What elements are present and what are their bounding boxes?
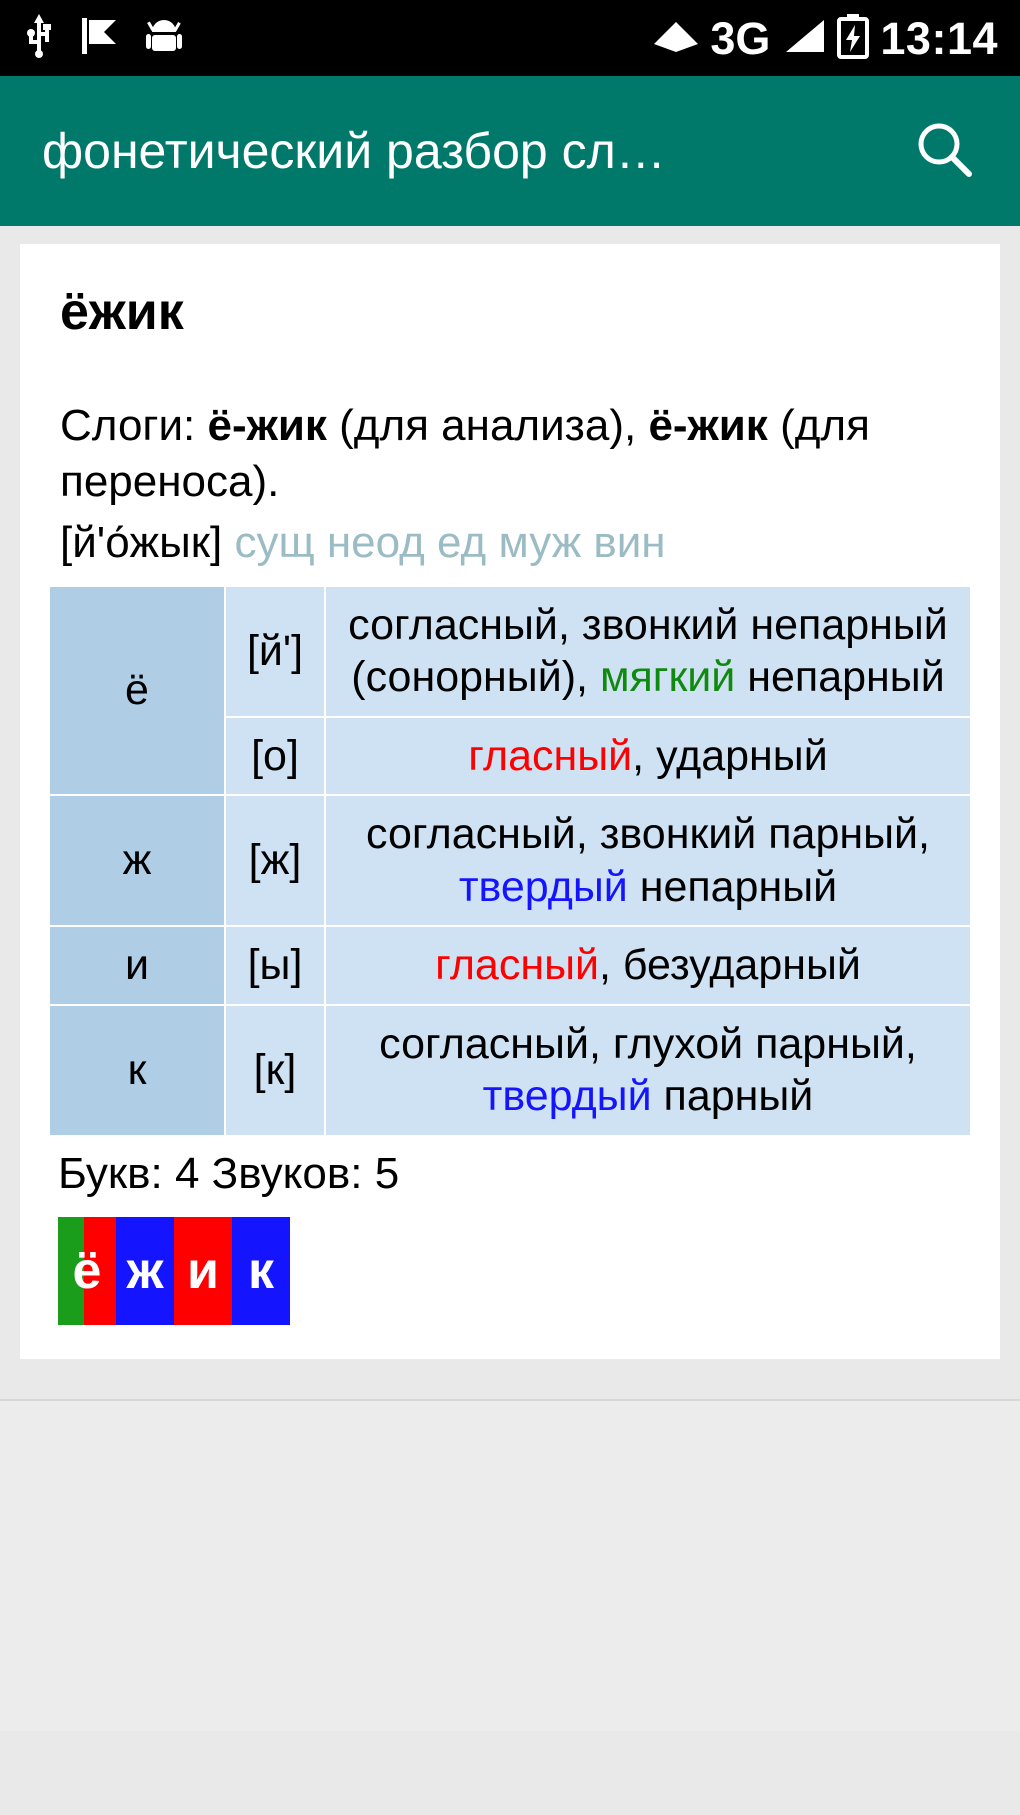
status-bar-left-icons [22,14,184,63]
descr-part-vowel: гласный [468,731,633,780]
scheme-cell: ж [116,1217,174,1325]
wifi-icon [652,14,700,63]
descr-part-vowel: гласный [435,941,599,990]
syllables-hyphen-note: (для переноса). [60,401,870,507]
description-cell [325,1005,971,1136]
table-row [49,926,971,1004]
signal-icon [780,14,826,63]
descr-part: согласный, звонкий непарный (сонорный), [348,600,948,702]
descr-part-hard: твердый [458,862,628,911]
description-cell [325,717,971,795]
syllables-line [60,398,972,511]
descr-part-soft: мягкий [599,653,736,702]
counts-label: Букв: 4 Звуков: 5 [58,1148,400,1198]
descr-part: непарный [735,653,945,702]
scheme-cell: и [174,1217,232,1325]
search-button[interactable] [904,111,984,191]
table-row [49,1005,971,1136]
descr-part: согласный, глухой парный, [379,1019,917,1068]
sound-cell: [ы] [225,926,325,1004]
transcription: [й'о́жык] [60,517,223,567]
network-type-label: 3G [710,12,771,64]
sound-cell: [к] [225,1005,325,1136]
descr-part: согласный, звонкий парный, [366,810,930,859]
description-cell [325,926,971,1004]
status-bar [0,0,1020,76]
search-icon [913,118,975,185]
battery-charging-icon [836,13,870,64]
status-bar-right-icons [652,13,998,64]
descr-part-hard: твердый [482,1072,652,1121]
app-title: фонетический разбор сл… [42,123,666,179]
analysis-card [20,244,1000,1359]
color-scheme-strip [58,1217,290,1325]
descr-part: , ударный [632,731,828,780]
app-bar [0,76,1020,226]
page-title: ёжик [60,283,184,341]
card-bottom-gap [0,1359,1020,1399]
letter-cell: ж [49,795,225,926]
flag-icon [80,14,120,63]
phonetic-table-body [49,586,971,1136]
letter-cell: и [49,926,225,1004]
description-cell [325,795,971,926]
descr-part: непарный [627,862,838,911]
syllables-label: Слоги: [60,401,196,450]
phonetic-table [48,585,972,1137]
sound-cell: [ж] [225,795,325,926]
clock-label: 13:14 [880,12,998,64]
content-area [0,226,1020,1359]
letter-cell: к [49,1005,225,1136]
sound-cell: [о] [225,717,325,795]
syllables-hyphen: ё-жик [648,401,768,450]
scheme-cell: ё [58,1217,116,1325]
grammar-info: сущ неод ед муж вин [234,517,666,567]
usb-icon [22,14,56,63]
table-row [49,586,971,717]
descr-part: , безударный [599,941,861,990]
sound-cell: [й'] [225,586,325,717]
description-cell [325,586,971,717]
scheme-cell: к [232,1217,290,1325]
letter-cell: ё [49,586,225,795]
transcription-line [60,515,972,571]
syllables-analysis: ё-жик [207,401,327,450]
table-row [49,795,971,926]
empty-area-below-card [0,1399,1020,1731]
android-icon [144,14,184,63]
descr-part: парный [651,1072,814,1121]
syllables-analysis-note: (для анализа), [339,401,637,450]
